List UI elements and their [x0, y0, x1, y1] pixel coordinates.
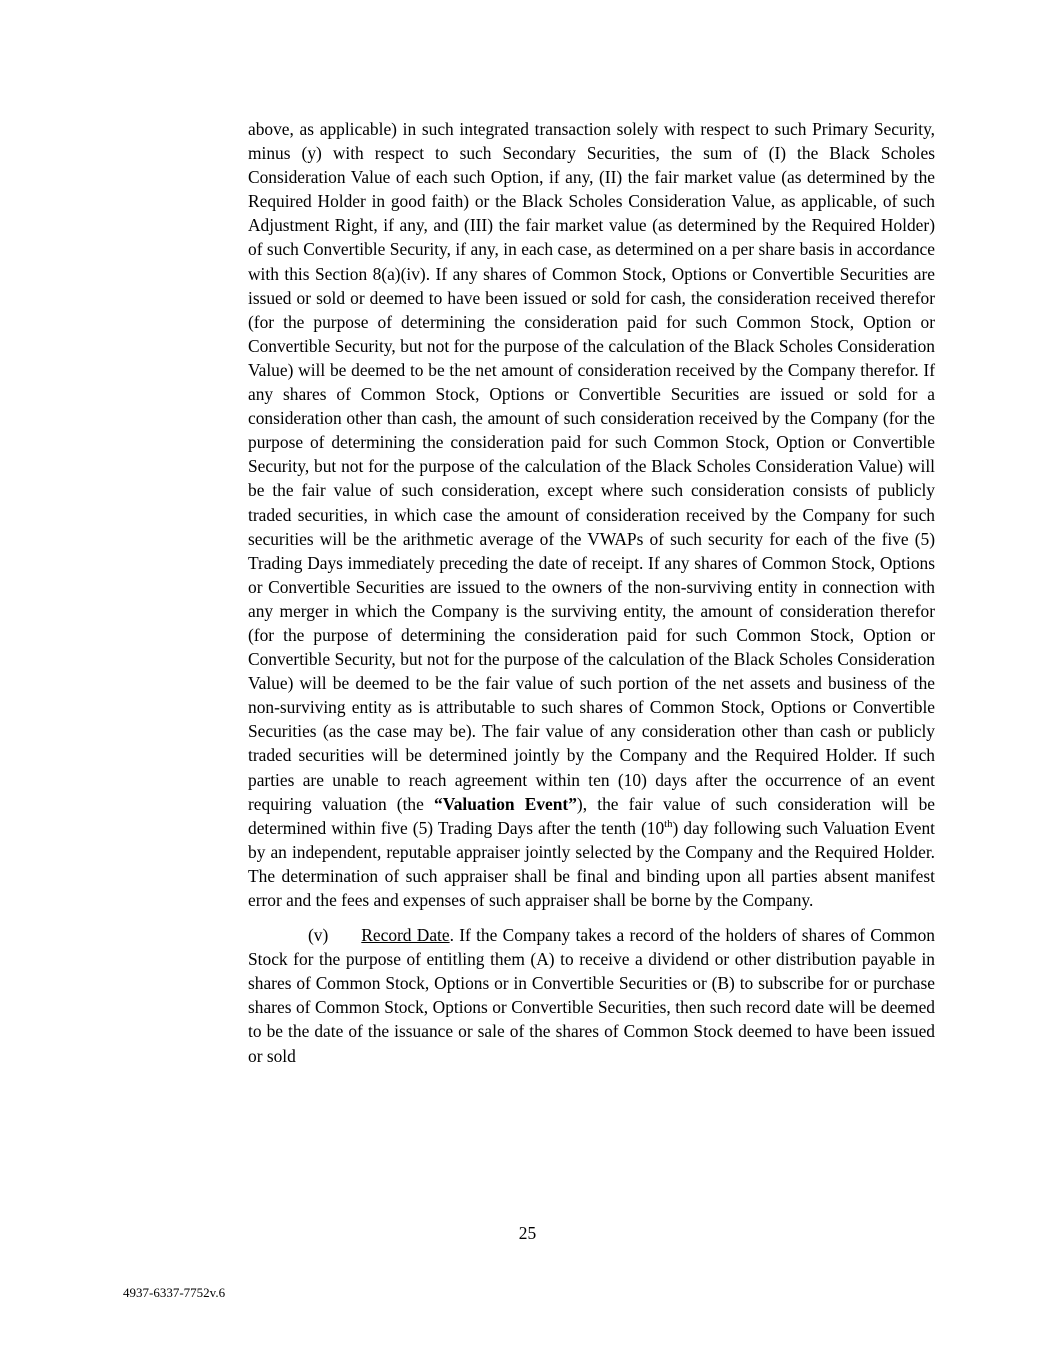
document-body	[248, 117, 935, 1068]
body-text-run: ) day following such Valuation Event by an independent, reputable appraiser jointly selected by the Company and the Required Holder. The determination of such appraiser shall be final and binding upon all parties absent manifest error and the fees and expenses of such appraiser shall be borne by the Company.	[248, 817, 935, 910]
document-id-footer: 4937-6337-7752v.6	[123, 1285, 226, 1300]
defined-term-bold: “Valuation Event”	[434, 793, 577, 814]
body-text-run: above, as applicable) in such integrated transaction solely with respect to such Primary Security, minus (y) with respect to such Secondary Securities, the sum of (I) the Black Scholes Consideration Value of each such Option, if any, (II) the fair market value (as determined by the Required Holder in good faith) or the Black Scholes Consideration Value, as applicable, of such Adjustment Right, if any, and (III) the fair market value (as determined by the Required Holder) of such Convertible Security, if any, in each case, as determined on a per share basis in accordance with this Section 8(a)(iv). If any shares of Common Stock, Options or Convertible Securities are issued or sold or deemed to have been issued or sold for cash, the consideration received therefor (for the purpose of determining the consideration paid for such Common Stock, Option or Convertible Security, but not for the purpose of the calculation of the Black Scholes Consideration Value) will be deemed to be the net amount of consideration received by the Company therefor. If any shares of Common Stock, Options or Convertible Securities are issued or sold for a consideration other than cash, the amount of such consideration received by the Company (for the purpose of determining the consideration paid for such Common Stock, Option or Convertible Security, but not for the purpose of the calculation of the Black Scholes Consideration Value) will be the fair value of such consideration, except where such consideration consists of publicly traded securities, in which case the amount of consideration received by the Company for such securities will be the arithmetic average of the VWAPs of such security for each of the five (5) Trading Days immediately preceding the date of receipt. If any shares of Common Stock, Options or Convertible Securities are issued to the owners of the non-surviving entity in connection with any merger in which the Company is the surviving entity, the amount of consideration therefor (for the purpose of determining the consideration paid for such Common Stock, Option or Convertible Security, but not for the purpose of the calculation of the Black Scholes Consideration Value) will be deemed to be the fair value of such portion of the net assets and business of the non-surviving entity as is attributable to such shares of Common Stock, Options or Convertible Securities (as the case may be). The fair value of any consideration other than cash or publicly traded securities will be determined jointly by the Company and the Required Holder. If such parties are unable to reach agreement within ten (10) days after the occurrence of an event requiring valuation (the	[248, 119, 935, 814]
paragraph-black-scholes-consideration	[248, 117, 935, 912]
superscript: th	[664, 817, 673, 830]
body-text-run: (v)	[308, 925, 329, 946]
body-text-run: ), the fair value of such consideration will be determined within five (5) Trading Days after the tenth (10	[248, 793, 936, 838]
underlined-heading: Record Date	[361, 925, 450, 946]
page-number: 25	[518, 1223, 537, 1243]
body-text-run: . If the Company takes a record of the holders of shares of Common Stock for the purpose of entitling them (A) to receive a dividend or other distribution payable in shares of Common Stock, Options or in Convertible Securities or (B) to subscribe for or purchase shares of Common Stock, Options or Convertible Securities, then such record date will be deemed to be the date of the issuance or sale of the shares of Common Stock deemed to have been issued or sold	[248, 925, 935, 1066]
paragraph-record-date	[248, 923, 935, 1068]
